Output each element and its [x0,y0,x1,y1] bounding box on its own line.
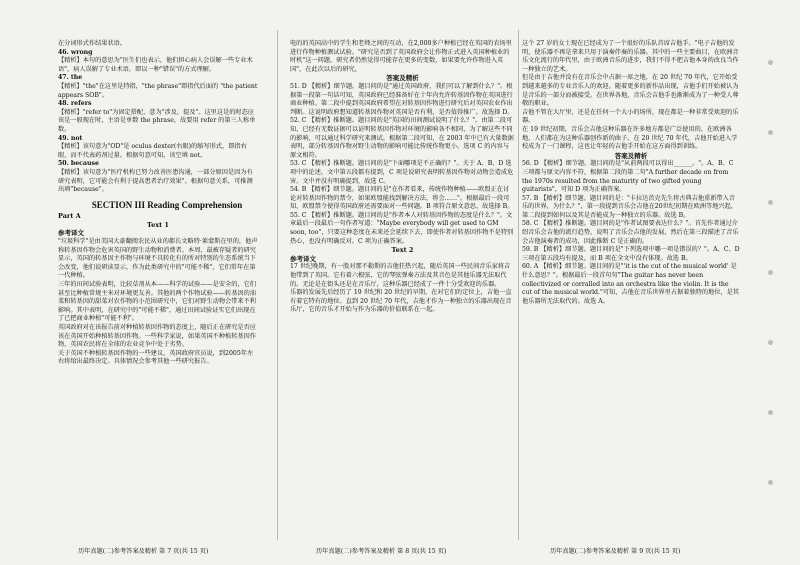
translation-heading: 参考译文 [58,229,84,238]
text-label: Text 2 [391,246,414,255]
binder-hole [768,340,773,345]
translation-paragraph: 在 19 世纪初期，音乐会吉他这种乐器在许多地方都是广泛使用的，在欧洲各地，人们都在为这种乐器创作新的曲子。在 20 世纪 70 年代，吉他开始进入学校成为了一门课程，这也让年轻的吉他手开始在这方面得到训练。 [522,125,738,151]
answer-item: 60. A 【精析】细节题。题目问的是"'it is the cut of the musical world' 是什么意思？"。根据最后一段首句句"The guitar has never been collectivized or corralled into an orchestra like the violin. It is the cut of the musical world."可知，吉他在音乐世界里占据着独特的地位，是其他乐器所无法取代的。故选 A。 [522,263,739,305]
binder-hole [768,130,773,135]
section-title: SECTION III Reading Comprehension [91,199,243,210]
binder-hole [768,200,773,205]
binder-hole [768,60,773,65]
answer-heading: 50. because [58,160,99,168]
answer-heading: 49. not [58,134,83,142]
answers-heading: 答案及精析 [614,151,648,160]
translation-paragraph: 英国政府对在该报告前对种植转基因作物的态度上，随后正在研究是否应该在英国开始种植转基因作物。一些科学家说，如果英国不种植转基因作物，英国农民将在全球的农业竞争中处于劣势。 [58,324,256,349]
answer-paragraph: 【精析】"the"在这里是特指，"the phrase"即指代后面的 "the patient appears SOB"。 [58,82,258,99]
answer-item: 55. C 【精析】推断题。题目问的是"作者本人对转基因作物的态度是什么？"。文章最后一段最后一句作者写道："Maybe everybody will get used to GM soon, too"，只要这种态度在未来还会延续下去，即使作者对转基因作物不是特别热心，也没有明确反对。C 项为正确答案。 [290,211,514,245]
answer-paragraph: 在分词形式作结果状语。 [58,40,127,47]
translation-paragraph: 17 世纪晚期，有一股对那不勒斯的吉他狂热兴起，随后英国一些民间音乐家将吉他带到了英国。它有着六根弦，它的琴弦弹奏方法及其音色是其他乐器无法取代的。无论是在街头还是在音乐厅，这种乐器已经成了一件十分受欢迎的乐器。 [290,263,511,288]
column-divider [277,30,278,540]
answer-heading: 48. refers [58,100,92,108]
page-footer: 历年真题(二)参考答案及精析 第 8 页(共 15 页) [316,548,447,555]
translation-paragraph: 这个 27 岁的女士现在已经成为了一个很好的乐队首席吉他手。"电子吉他的发明，使乐器不再是拿来只用于演奏伴奏的乐器。其中的一些主要曲目，在欧洲音乐文化流行的年代里，由于欧洲音乐的进步，我们不得不把吉他本身的改良当作一种独立的艺术。 [522,40,739,73]
translation-paragraph: 电的的英国高中的学生和老师之间的互动，在2,000多户种植已经在英国的农场里进行作物种植测试试验。"研究是否到了英国政府会让作物正式进入英国种植业的时机"这一问题，研究者仍然觉得可能存在更多的变数，如果要允许作物进入英国"，在此次以后的研究， [290,40,512,73]
column-page-7 [58,40,258,367]
answer-paragraph: 【精析】该句意为"医疗机构已努力改善医患沟通，一部分原因是因为有研究表明，它可能会有利于提高患者治疗效果"。根据句意关系，可推测出填"because"。 [58,168,253,194]
answer-heading: 47. the [58,74,83,82]
answer-item: 58. C 【精析】推断题。题目问的是"作者试图要表达什么？"。首先作者通过介绍音乐会吉他的流行趋势，说明了音乐会吉他的发展，然后在第三段描述了音乐会吉他演奏者的成功，因此推断 C 是正确的。 [522,220,739,245]
answer-item: 59. B 【精析】细节题。题目问的是"下列选项中哪一项是错误的？"。A、C、D 三项在第五段均有提及，而 B 项在全文中没有体现。故选 B。 [522,246,740,262]
answer-paragraph: 【精析】该句意为"OD"是 oculus dexter(右眼)的缩写形式，即指右眼，而不代表药剂过量。根据句意可知，该空填 not。 [58,143,247,159]
answers-heading: 答案及精析 [386,74,419,83]
translation-paragraph: 关于英国不种植转基因作物的一些建议，英国政府官员说，到2005年左右将给出最终决定。具体情况会参考其他一些研究报告。 [58,349,254,366]
answer-item: 53. C 【精析】推断题。题目问的是"下面哪项是不正确的？"。关于 A、B、D 选项中的论述，文中第五段都有提到，C 项是说研究表明转基因作物对动物会造成危害，文中并没有明确提到，故选 C。 [290,160,514,185]
answer-item: 56. D 【精析】细节题。题目问的是"从前两段可以得出______。"。A、B、C 三项都与原文内容不符，根据第二段的第二句"A further decade on from the 1970s resulted from the maturity of two gifted young guitarists"，可知 D 项为正确答案。 [522,160,734,194]
answer-paragraph: 【精析】"refer to"为固定搭配，意为"涉及，提及"。这里这是的时态应该是一般现在时，主语是单数 the phrase，故要用 refer 的第三人称单数。 [58,108,256,133]
translation-paragraph: 三年的田间试验表明，比较草剂从本——科学的试验——是安全的，它们甚至比种植常规主米对环境更友善。其他的两个作物试验——转基因的油菜和转基因的甜菜对农作物的小范围研究中，它们对野生动物会带来不利影响。其中表明，在研究中的"可能不稀"，通过田间试验证实它们出现在了已把商业种植"可能不利"。 [58,281,256,323]
translation-paragraph: 吉他不管在大厅里，还是在任何一个大小的场所，现在都是一种非常受欢迎的乐器。 [522,108,739,125]
answer-item: 54. B 【精析】细节题。题目问的是"在作者看来，传统作物种植——欧盟正在讨论对转基因作物的禁令，如果欧盟能找到解决方法，将会……"。根据最后一段可知，欧盟禁令使得英国政府还需要面对一些问题。B 项符合原文意思，故选择 B。 [290,186,514,211]
column-page-9 [522,40,740,306]
column-page-8 [290,40,515,315]
answer-paragraph: 【精析】本句的意思为"医生们也表示，他们担心病人会误解一些专业术语"，病人误解了专业术语，即以一种"错误"的方式理解。 [58,57,253,73]
answer-item: 52. C 【精析】推断题。题目问的是"英国的田间测试说明了什么？"。由第二段可知，已经有无数证据可以证明转基因作物对环境的影响各不相同，为了解这些不同的影响，可以通过科学研究来测试。根据第二段可知，在 2003 年中已有大量数据表明，部分转基因作物对野生动物的影响可能比传统作物更小。选项 C 的内容与原文相符。 [290,117,514,159]
answer-heading: 46. wrong [58,48,93,56]
translation-paragraph: "垃圾科学"是由美国大豪翻阅农民从业的都长文略特·莱蒙斯在里的，他声称转基因作物会危害英国的野生动物和消费者。本周，最被存疑者的研究显示，英国的转基因主作物与环境不具转化有的所对特别的生态系统当下会改变，他们说研读显示，作为此类研究中的"可能不稀"，它们常年在第一代种植。 [58,238,258,280]
translation-paragraph: 但是由于吉他并没有在音乐会中占据一席之地，在 20 世纪 70 年代，它开始受到越来越多的专业音乐人的欢迎。随着更多的新作品出现，吉他手们开始被认为是音乐的一部分而被接受。在世界各地，音乐会吉他手也渐渐成为了一种受人尊敬的职业。 [522,74,739,108]
binder-hole [768,480,773,485]
translation-paragraph: 乐器的发展先后经历了 19 世纪和 20 世纪的早期，在对它们的定位上，吉他一直有着它特有的地位。直到 20 世纪 70 年代，吉他才作为一种独立的乐器出现在音乐厅，它的音乐才开始与作为乐器的价值联系在一起。 [290,289,512,314]
text-label: Text 1 [147,220,169,229]
answer-item: 57. B 【精析】细节题。题目问的是："卡拉达茨克先生将古典吉他重新带入音乐的世界，为什么？"，第一段提到音乐会吉他在20世纪初期在欧洲等地兴起，第二段提到如何以及其是否能成为一种独立的乐器。故选 B。 [522,194,737,219]
page-footer: 历年真题(二)参考答案及精析 第 9 页(共 15 页) [550,548,681,555]
answer-item: 51. D 【精析】细节题。题目问的是"通过英国政府，我们可以了解到什么？"。根据第一段第一句话可知，英国政府已经准备好在十年内允许转基因作物在英国进行商业种植。第二段中提到英国政府希望在对转基因作物进行研究后对英国农业作出判断。这说明政府想知道转基因作物对英国是否有利，是否值得推广。故选择 D。 [290,82,514,116]
binder-hole [768,270,773,275]
part-label: Part A [58,212,81,221]
column-divider [518,30,519,540]
translation-heading: 参考译文 [290,254,316,263]
binder-hole [768,410,773,415]
page-footer: 历年真题(二)参考答案及精析 第 7 页(共 15 页) [78,548,209,555]
